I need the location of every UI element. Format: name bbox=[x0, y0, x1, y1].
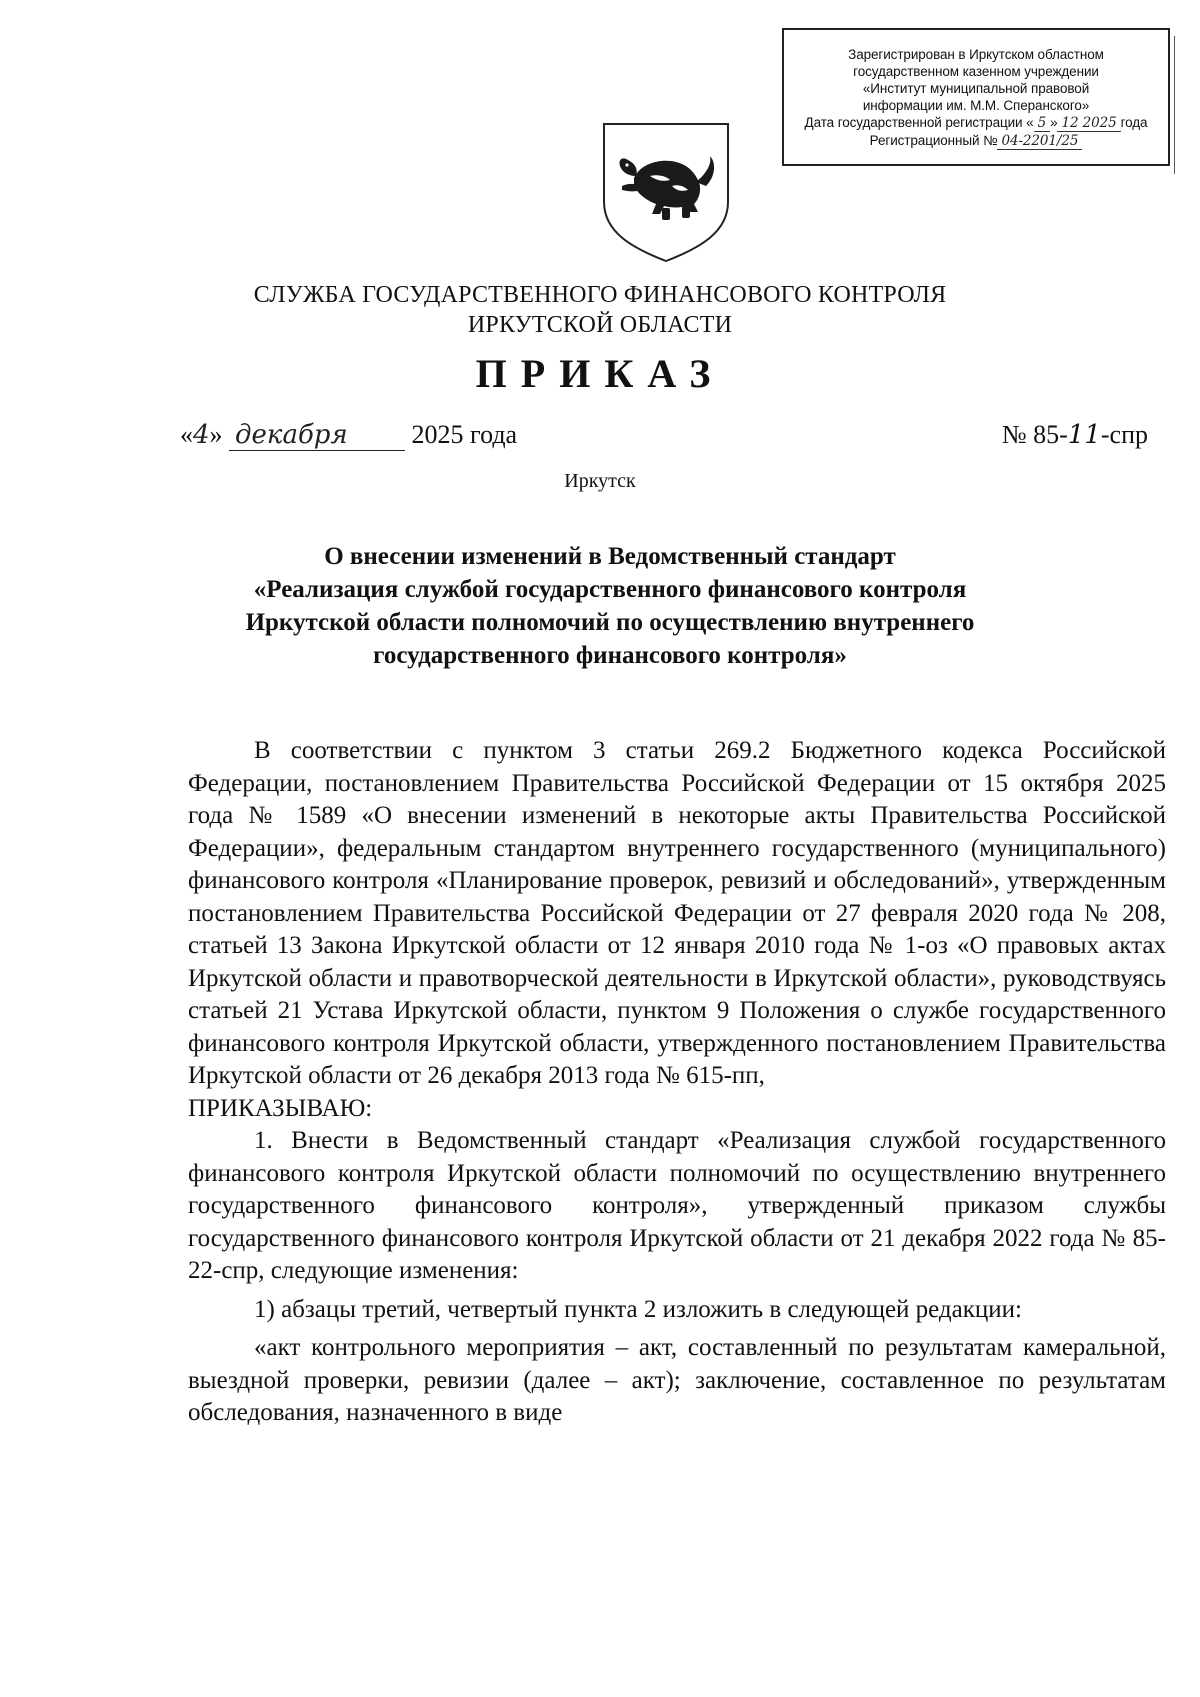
date-close-quote: » bbox=[209, 420, 223, 449]
date-open-quote: « bbox=[180, 420, 193, 449]
stamp-reg-line bbox=[784, 132, 1168, 150]
document-type-title: ПРИКАЗ bbox=[475, 351, 725, 396]
order-date bbox=[180, 420, 517, 451]
stamp-line: государственном казенном учреждении bbox=[853, 64, 1099, 79]
heading-line: Иркутской области полномочий по осуществлению внутреннего bbox=[245, 609, 975, 636]
coat-of-arms-icon bbox=[600, 120, 732, 265]
order-number-prefix: № 85- bbox=[1001, 420, 1068, 449]
organization-name-line1: СЛУЖБА ГОСУДАРСТВЕННОГО ФИНАНСОВОГО КОНТРОЛЯ bbox=[253, 282, 947, 308]
stamp-date-prefix: Дата государственной регистрации « bbox=[804, 115, 1034, 130]
stamp-line: «Институт муниципальной правовой bbox=[862, 81, 1090, 96]
stamp-date-line bbox=[784, 114, 1168, 132]
heading-line: «Реализация службой государственного финансового контроля bbox=[253, 576, 967, 603]
registration-stamp bbox=[782, 28, 1170, 166]
document-heading bbox=[170, 540, 1050, 672]
order-number bbox=[1002, 420, 1148, 450]
stamp-date-month-year: 12 2025 bbox=[1057, 115, 1120, 132]
preamble-paragraph: В соответствии с пунктом 3 статьи 269.2 Бюджетного кодекса Российской Федерации, постановлением Правительства Российской Федерации от 15 октября 2025 года № 1589 «О внесении изменений в некоторые акты Правительства Российской Федерации», федеральным стандартом внутреннего государственного (муниципального) финансового контроля «Планирование проверок, ревизий и обследований», утвержденным постановлением Правительства Российской Федерации от 27 февраля 2020 года № 208, статьей 13 Закона Иркутской области от 12 января 2010 года № 1-оз «О правовых актах Иркутской области и правотворческой деятельности в Иркутской области», руководствуясь статьей 21 Устава Иркутской области, пунктом 9 Положения о службе государственного финансового контроля Иркутской области, утвержденного постановлением Правительства Иркутской области от 26 декабря 2013 года № 615-пп, bbox=[188, 737, 1166, 1089]
stamp-date-day: 5 bbox=[1034, 115, 1051, 132]
order-word: ПРИКАЗЫВАЮ: bbox=[188, 1094, 373, 1122]
order-number-suffix: -спр bbox=[1100, 420, 1148, 449]
stamp-reg-number: 04-2201/25 bbox=[997, 133, 1082, 150]
heading-line: государственного финансового контроля» bbox=[373, 642, 847, 669]
stamp-date-mid: » bbox=[1050, 115, 1058, 130]
stamp-line: информации им. М.М. Сперанского» bbox=[862, 98, 1090, 113]
city-name: Иркутск bbox=[564, 470, 636, 492]
heading-line: О внесении изменений в Ведомственный стандарт bbox=[324, 543, 896, 570]
document-body bbox=[188, 735, 1166, 1430]
stamp-reg-prefix: Регистрационный № bbox=[869, 133, 998, 148]
stamp-line: Зарегистрирован в Иркутском областном bbox=[848, 47, 1104, 62]
item-1-paragraph: 1. Внести в Ведомственный стандарт «Реализация службой государственного финансового контроля Иркутской области полномочий по осуществлению внутреннего государственного финансового контроля», утвержденный приказом службы государственного финансового контроля Иркутской области от 21 декабря 2022 года № 85-22-спр, следующие изменения: bbox=[188, 1127, 1166, 1284]
quote-paragraph: «акт контрольного мероприятия – акт, составленный по результатам камеральной, выездной проверки, ревизии (далее – акт); заключение, составленное по результатам обследования, назначенного в виде bbox=[188, 1334, 1166, 1426]
date-year: 2025 года bbox=[411, 420, 518, 449]
order-number-handwritten: 11 bbox=[1067, 420, 1101, 450]
date-month-handwritten: декабря bbox=[229, 420, 405, 451]
item-1-1-paragraph: 1) абзацы третий, четвертый пункта 2 изложить в следующей редакции: bbox=[254, 1295, 1022, 1323]
organization-name-line2: ИРКУТСКОЙ ОБЛАСТИ bbox=[467, 312, 733, 338]
date-day-handwritten: 4 bbox=[193, 420, 210, 450]
stamp-date-suffix: года bbox=[1120, 115, 1148, 130]
